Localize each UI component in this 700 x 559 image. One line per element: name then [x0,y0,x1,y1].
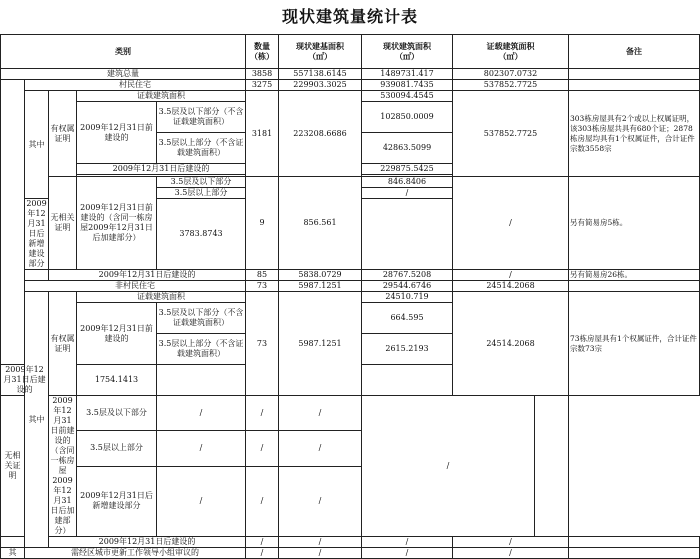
header-row [1,35,700,69]
village-count: 3275 [246,80,279,91]
nonvillage-before-label: 2009年12月31日前建设的 [77,303,157,365]
slash-cell: / [246,396,279,431]
slash-cell: / [362,537,453,548]
slash-cell: / [246,548,279,559]
slash-cell: / [362,548,453,559]
village-after-label: 2009年12月31日后建设的 [77,164,246,175]
slash-cell: / [157,431,246,466]
slash-cell: / [279,431,362,466]
village-before-label: 2009年12月31日前建设的 [77,102,157,164]
table-row [1,270,700,281]
village-cert-note: 303栋房屋具有2个或以上权属证明，该303栋房屋共具有680个证；2878栋房屋均具有1个权属证件，合计证件宗数3558宗 [569,91,700,177]
village-after2-label: 2009年12月31日后建设的 [49,270,246,281]
village-side-label: 其中 [25,91,49,199]
village-cert: 537852.7725 [453,80,569,91]
slash-cell: / [246,537,279,548]
nonvillage-nocert-group: 无相关证明 [1,396,25,537]
nonvillage-above35-label: 3.5层以上部分（不含证载建筑面积） [157,334,246,365]
slash-cell: / [279,396,362,431]
total-label: 建筑总量 [1,69,246,80]
nonvillage-base: 5987.1251 [279,281,362,292]
nonvillage-nocert-above-label: 3.5层以上部分 [77,431,157,466]
village-nocert-below-label: 3.5层及以下部分 [157,177,246,188]
village-after-value: 229875.5425 [362,164,453,175]
table-row-total [1,69,700,80]
table-row-nonvillage [1,281,700,292]
header-remark: 备注 [569,35,700,69]
nonvillage-nocert-label: 2009年12月31日前建设的（含同一栋房屋2009年12月31日后加建部分） [50,396,75,535]
total-floor: 1489731.417 [362,69,453,80]
header-category: 类别 [1,35,246,69]
table-row [1,177,700,188]
village-cert-group: 有权属证明 [49,91,77,177]
village-below35-label: 3.5层及以下部分（不含证载建筑面积） [157,102,246,133]
nonvillage-nocert-new-label: 2009年12月31日后新增建设部分 [77,466,157,537]
village-nocert-cert: / [453,177,569,270]
table-row-village [1,80,700,91]
slash-cell: / [246,431,279,466]
village-nocert-new-value: 3783.8743 [157,199,246,270]
table-row [1,431,700,466]
nonvillage-floor: 29544.6746 [362,281,453,292]
village-above35-value: 42863.5099 [362,133,453,164]
nonvillage-cert-group: 有权属证明 [49,292,77,396]
table-row-last [1,548,700,559]
slash-cell: / [279,537,362,548]
nonvillage-side-label: 其中 [25,292,49,548]
village-label: 村民住宅 [25,80,246,91]
village-cert-area-value: 530094.4545 [362,91,453,102]
table-row [1,91,700,102]
village-nocert-above-value: / [362,188,453,199]
village-after2-note: 另有简易房26栋。 [569,270,700,281]
nonvillage-cert-area-label: 证载建筑面积 [77,292,246,303]
village-nocert-new-label: 2009年12月31日后新增建设部分 [26,199,47,268]
village-after2-cert: / [453,270,569,281]
header-count: 数量 （栋） [246,35,279,69]
nonvillage-label: 非村民住宅 [25,281,246,292]
nonvillage-cert-count: 73 [246,292,279,396]
village-cert-count: 3181 [246,91,279,177]
nonvillage-cert-cert: 24514.2068 [453,292,569,396]
village-cert-area-label: 证载建筑面积 [77,91,246,102]
slash-cell: / [157,466,246,537]
nonvillage-after-label: 2009年12月31日后建设的 [1,365,49,396]
total-base: 557138.6145 [279,69,362,80]
slash-cell: / [453,537,569,548]
nonvillage-cert-base: 5987.1251 [279,292,362,396]
header-cert-area: 证载建筑面积 （㎡） [453,35,569,69]
village-floor: 939081.7435 [362,80,453,91]
total-count: 3858 [246,69,279,80]
slash-cell: / [157,396,246,431]
table-title: 现状建筑量统计表 [281,7,418,26]
nonvillage-count: 73 [246,281,279,292]
table-row [1,292,700,303]
table-row [1,396,700,431]
village-nocert-label: 2009年12月31日前建设的（含同一栋房屋2009年12月31日后加建部分） [77,177,157,270]
village-nocert-note: 另有简易房5栋。 [569,177,700,270]
total-cert: 802307.0732 [453,69,569,80]
nonvillage-cert-area-value: 24510.719 [362,292,453,303]
nonvillage-below35-value: 664.595 [362,303,453,334]
village-after2-count: 85 [246,270,279,281]
village-cert-cert: 537852.7725 [453,91,569,177]
village-base: 229903.3025 [279,80,362,91]
nonvillage-cert: 24514.2068 [453,281,569,292]
village-nocert-count: 9 [246,177,279,270]
nonvillage-nocert-below-label: 3.5层及以下部分 [77,396,157,431]
nonvillage-below35-label: 3.5层及以下部分（不含证载建筑面积） [157,303,246,334]
last-side-label: 其 [1,548,25,559]
table-row [1,466,700,537]
nonvillage-above35-value: 2615.2193 [362,334,453,365]
nonvillage-cert-note: 73栋房屋具有1个权属证件，合计证件宗数73宗 [569,292,700,396]
slash-cell: / [362,396,535,537]
village-nocert-base: 856.561 [279,177,362,270]
slash-cell: / [279,548,362,559]
nonvillage-after2-label: 2009年12月31日后建设的 [49,537,246,548]
village-after2-floor: 28767.5208 [362,270,453,281]
header-base-area: 现状建基面积 （㎡） [279,35,362,69]
village-nocert-above-label: 3.5层以上部分 [157,188,246,199]
last-label: 需经区城市更新工作领导小组审议的 [25,548,246,559]
slash-cell: / [453,548,569,559]
header-floor-area: 现状建筑面积 （㎡） [362,35,453,69]
statistics-table [0,34,700,559]
slash-cell: / [246,466,279,537]
village-cert-base: 223208.6686 [279,91,362,177]
village-nocert-below-value: 846.8406 [362,177,453,188]
village-nocert-group: 无相关证明 [49,177,77,270]
slash-cell: / [279,466,362,537]
nonvillage-after-value: 1754.1413 [77,365,157,396]
village-after2-base: 5838.0729 [279,270,362,281]
village-below35-value: 102850.0009 [362,102,453,133]
village-above35-label: 3.5层以上部分（不含证载建筑面积） [157,133,246,164]
table-row [1,537,700,548]
